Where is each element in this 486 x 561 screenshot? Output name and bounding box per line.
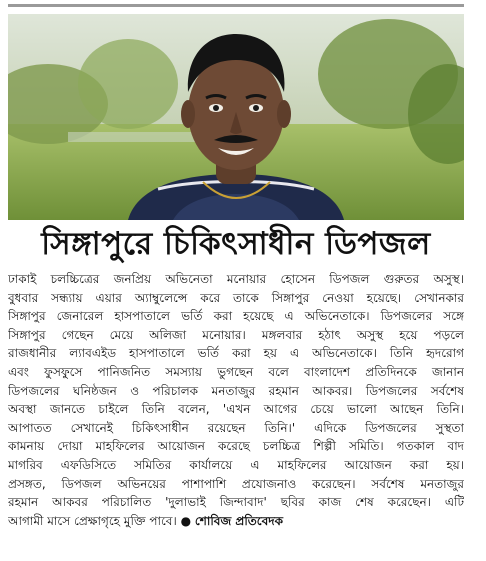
- body-line: বুধবার সন্ধ্যায় এয়ার অ্যাম্বুলেন্সে করে তাকে সিঙ্গাপুর নেওয়া হয়েছে। সেখানকার: [8, 290, 464, 305]
- body-line: আপাতত সেখানেই চিকিৎসাধীন রয়েছেন তিনি।' এদিকে ডিপজলের সুস্থতা: [8, 420, 464, 435]
- body-line: রহমান আকবর পরিচালিত 'দুলাভাই জিন্দাবাদ' ছবির কাজ শেষ করেছেন। এটি: [8, 495, 464, 510]
- body-line: প্রসঙ্গত, ডিপজল অভিনয়ের পাশাপাশি প্রযোজনাও করেছেন। সর্বশেষ মনতাজুর: [8, 476, 464, 491]
- body-line: ঢাকাই চলচ্চিত্রের জনপ্রিয় অভিনেতা মনোয়ার হোসেন ডিপজল গুরুতর অসুস্থ।: [8, 272, 464, 286]
- portrait-illustration: [8, 14, 464, 220]
- top-divider: [8, 4, 464, 7]
- body-line: অবস্থা জানতে চাইলে তিনি বলেন, 'এখন আগের চেয়ে ভালো আছেন তিনি।: [8, 402, 464, 417]
- body-line-text: আগামী মাসে প্রেক্ষাগৃহে মুক্তি পাবে।: [8, 513, 177, 528]
- article-headline: সিঙ্গাপুরে চিকিৎসাধীন ডিপজল: [41, 226, 431, 262]
- byline-bullet: ●: [180, 513, 192, 528]
- reporter-byline: শোবিজ প্রতিবেদক: [194, 513, 283, 528]
- body-line: সিঙ্গাপুর গেছেন মেয়ে অলিজা মনোয়ার। মঙ্গলবার হঠাৎ অসুস্থ হয়ে পড়লে: [8, 327, 464, 342]
- body-line: ডিপজলের ঘনিষ্ঠজন ও পরিচালক মনতাজুর রহমান আকবর। ডিপজলের সর্বশেষ: [8, 383, 464, 398]
- article-photo: [8, 14, 464, 220]
- body-last-line: [8, 512, 464, 531]
- body-line: এবং ফুসফুসে পানিজনিত সমস্যায় ভুগছেন বলে বাংলাদেশ প্রতিদিনকে জানান: [8, 364, 464, 379]
- body-line: সিঙ্গাপুর জেনারেল হাসপাতালে ভর্তি করা হয়েছে এ অভিনেতাকে। ডিপজলের সঙ্গে: [8, 309, 464, 324]
- article-body: [8, 270, 464, 530]
- body-line: রাজধানীর ল্যাবএইড হাসপাতালে ভর্তি করা হয় এ অভিনেতাকে। তিনি হৃদরোগ: [8, 346, 464, 361]
- body-line: কামনায় দোয়া মাহফিলের আয়োজন করেছে চলচ্চিত্র শিল্পী সমিতি। গতকাল বাদ: [8, 439, 464, 454]
- body-line: মাগরিব এফডিসিতে সমিতির কার্যালয়ে এ মাহফিলের আয়োজন করা হয়।: [8, 457, 464, 472]
